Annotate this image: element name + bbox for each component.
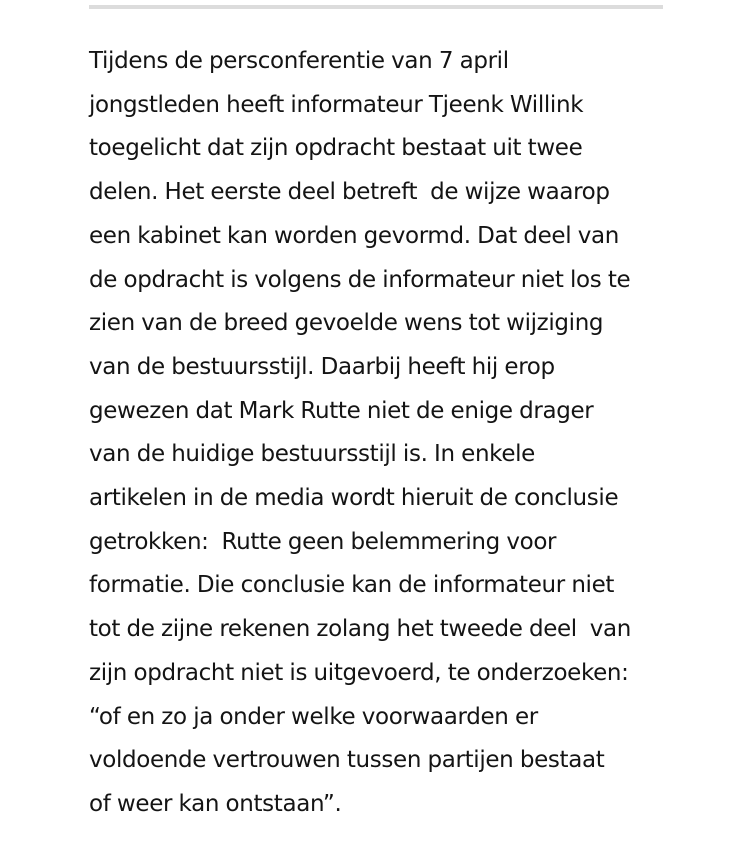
paragraph-line: gewezen dat Mark Rutte niet de enige drager: [89, 397, 594, 424]
paragraph-line: jongstleden heeft informateur Tjeenk Willink: [89, 91, 584, 118]
paragraph-line: “of en zo ja onder welke voorwaarden er: [89, 703, 538, 730]
paragraph-line: artikelen in de media wordt hieruit de conclusie: [89, 485, 619, 512]
top-divider: [89, 5, 663, 9]
paragraph-line: getrokken: Rutte geen belemmering voor: [89, 528, 557, 555]
paragraph-line: zijn opdracht niet is uitgevoerd, te onderzoeken:: [89, 659, 629, 686]
paragraph-line: van de bestuursstijl. Daarbij heeft hij erop: [89, 353, 555, 380]
paragraph-line: Tijdens de persconferentie van 7 april: [89, 48, 509, 74]
paragraph-line: van de huidige bestuursstijl is. In enkele: [89, 441, 535, 468]
article-paragraph: [89, 40, 689, 827]
paragraph-line: tot de zijne rekenen zolang het tweede deel van: [89, 616, 631, 643]
paragraph-line: zien van de breed gevoelde wens tot wijziging: [89, 310, 604, 337]
paragraph-line: toegelicht dat zijn opdracht bestaat uit twee: [89, 135, 583, 162]
paragraph-line: voldoende vertrouwen tussen partijen bestaat: [89, 747, 605, 774]
paragraph-line: of weer kan ontstaan”.: [89, 790, 342, 817]
paragraph-line: de opdracht is volgens de informateur niet los te: [89, 266, 631, 293]
paragraph-line: delen. Het eerste deel betreft de wijze waarop: [89, 179, 610, 206]
paragraph-line: formatie. Die conclusie kan de informateur niet: [89, 572, 615, 599]
paragraph-line: een kabinet kan worden gevormd. Dat deel van: [89, 222, 619, 249]
